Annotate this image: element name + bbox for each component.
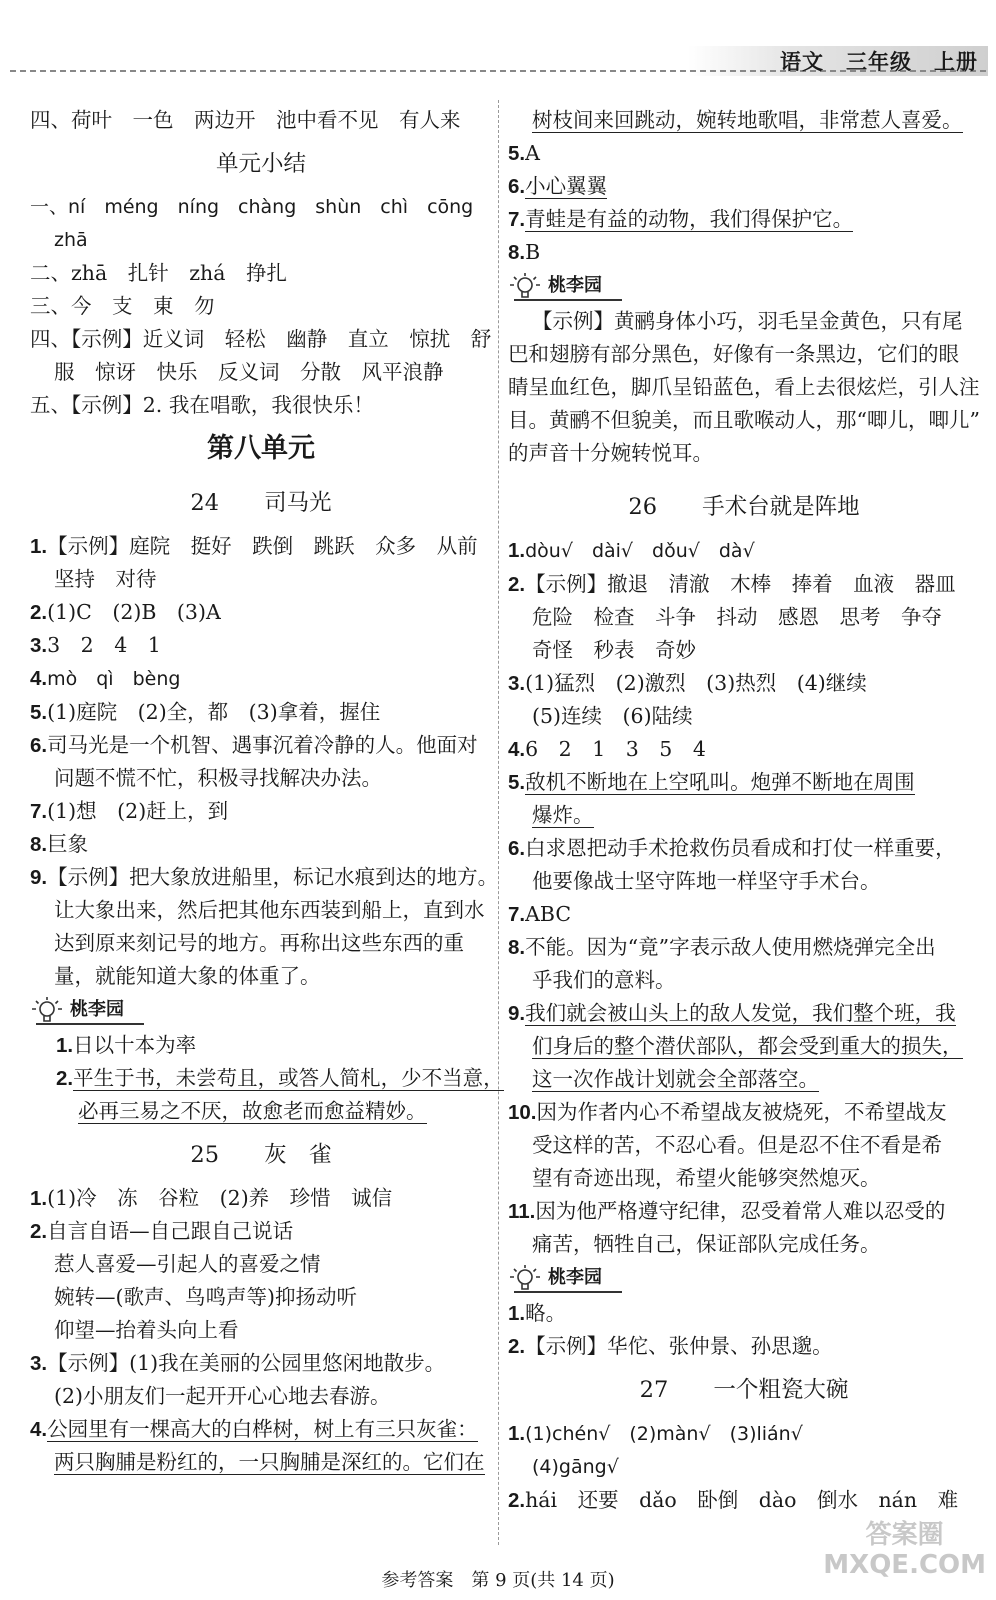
answer-line-pinyin: (4)gāng√ [532, 1456, 619, 1478]
item-number: 11. [508, 1200, 536, 1223]
item-text: B [525, 240, 541, 264]
lesson-number: 27 [639, 1377, 669, 1403]
answer-line: 乎我们的意料。 [532, 968, 676, 992]
taoliyuan-underline [514, 299, 622, 301]
item-text: 巨象 [47, 832, 89, 856]
answer-item [508, 1330, 980, 1363]
item-number: 7. [508, 208, 526, 231]
answer-line: 量，就能知道大象的体重了。 [54, 964, 321, 988]
answer-line-pinyin: 一、ní méng níng chàng shùn chì cōng [30, 196, 474, 218]
answer-line: 【示例】黄鹂身体小巧，羽毛呈金黄色，只有尾 [532, 309, 963, 333]
item-text: 小心翼翼 [525, 174, 608, 198]
item-text: 3 2 4 1 [47, 633, 161, 657]
item-number: 1. [30, 535, 48, 558]
item-text: 【示例】撤退 清澈 木棒 捧着 血液 器皿 [525, 572, 956, 596]
answer-item [30, 1029, 492, 1062]
taoliyuan-label: 桃李园 [548, 275, 602, 296]
header-title [758, 46, 978, 76]
item-number: 6. [508, 837, 526, 860]
answer-item [508, 1096, 980, 1129]
answer-item [508, 997, 980, 1030]
answer-item [508, 832, 980, 865]
item-number: 2. [30, 601, 48, 624]
answer-item [508, 170, 980, 203]
page-footer: 参考答案 第 9 页(共 14 页) [381, 1570, 615, 1591]
answer-item [30, 1062, 504, 1095]
item-text: ABC [525, 902, 572, 926]
taoliyuan-label: 桃李园 [548, 1267, 602, 1288]
answer-line: 目。黄鹂不但貌美，而且歌喉动人，那“唧儿，唧儿” [508, 408, 980, 432]
answer-item [508, 568, 980, 601]
item-text: dòu√ dài√ dǒu√ dà√ [525, 540, 755, 562]
answer-item [508, 1297, 980, 1330]
item-number: 2. [508, 573, 526, 596]
underlined-text: 爆炸。 [532, 803, 594, 827]
item-number: 5. [508, 771, 526, 794]
answer-line: (5)连续 (6)陆续 [532, 704, 693, 728]
answer-item [30, 1215, 492, 1248]
answer-item [508, 667, 980, 700]
right-column [508, 104, 980, 1517]
item-text: 司马光是一个机智、遇事沉着冷静的人。他面对 [47, 733, 478, 757]
item-text: (1)C (2)B (3)A [47, 600, 221, 624]
item-text: 略。 [525, 1301, 567, 1325]
answer-item [508, 1417, 980, 1451]
header-grade: 三年级 [846, 49, 912, 74]
answer-line [508, 104, 980, 137]
item-text: 【示例】庭院 挺好 跌倒 跳跃 众多 从前 [47, 534, 478, 558]
item-number: 9. [30, 866, 48, 889]
underlined-text: 必再三易之不厌，故愈老而愈益精妙。 [78, 1099, 427, 1123]
answer-line: 惹人喜爱—引起人的喜爱之情 [54, 1252, 321, 1276]
item-number: 9. [508, 1002, 526, 1025]
page-header [0, 0, 996, 80]
item-number: 1. [30, 1187, 48, 1210]
answer-line: 痛苦，牺牲自己，保证部队完成任务。 [532, 1232, 881, 1256]
item-text: 我们就会被山头上的敌人发觉，我们整个班，我 [525, 1001, 956, 1025]
item-number: 2. [56, 1067, 74, 1090]
lesson-title-27 [508, 1363, 980, 1417]
answer-item [508, 766, 980, 799]
unit-title: 第八单元 [207, 433, 315, 464]
answer-line: 仰望—抬着头向上看 [54, 1318, 239, 1342]
answer-item [508, 137, 980, 170]
answer-item [30, 629, 492, 662]
item-text: 6 2 1 3 5 4 [525, 737, 706, 761]
answer-item [30, 530, 492, 563]
item-number: 1. [508, 1302, 526, 1325]
item-text: (1)冷 冻 谷粒 (2)养 珍惜 诚信 [47, 1186, 393, 1210]
answer-line: 二、zhā 扎针 zhá 挣扎 [30, 261, 287, 285]
item-number: 6. [508, 175, 526, 198]
lesson-name: 司马光 [264, 490, 332, 516]
item-number: 4. [30, 667, 48, 690]
lesson-name: 一个粗瓷大碗 [713, 1377, 849, 1403]
answer-item [508, 931, 980, 964]
answer-item [508, 1195, 980, 1228]
taoliyuan-label: 桃李园 [70, 999, 124, 1020]
answer-line [508, 799, 980, 832]
answer-item [30, 596, 492, 629]
item-text: 【示例】华佗、张仲景、孙思邈。 [525, 1334, 833, 1358]
item-text: (1)chén√ (2)màn√ (3)lián√ [525, 1423, 803, 1445]
item-number: 1. [56, 1034, 74, 1057]
lesson-name: 手术台就是阵地 [702, 494, 860, 520]
item-text: mò qì bèng [47, 668, 181, 690]
answer-line: 问题不慌不忙，积极寻找解决办法。 [54, 766, 382, 790]
answer-item [508, 733, 980, 766]
item-text: 自言自语—自己跟自己说话 [47, 1219, 294, 1243]
left-column [30, 104, 504, 1479]
taoliyuan-header [508, 269, 980, 305]
answer-item [508, 236, 980, 269]
answer-item [30, 1413, 492, 1446]
underlined-text: 们身后的整个潜伏部队，都会受到重大的损失， [532, 1034, 963, 1058]
answer-line [30, 1095, 492, 1128]
answer-line: 危险 检查 斗争 抖动 感恩 思考 争夺 [532, 605, 942, 629]
answer-line: 五、【示例】2. 我在唱歌，我很快乐！ [30, 393, 374, 417]
lesson-title-26 [508, 480, 980, 534]
answer-item [30, 662, 492, 696]
item-text: 日以十本为率 [73, 1033, 197, 1057]
item-text: 【示例】(1)我在美丽的公园里悠闲地散步。 [47, 1351, 446, 1375]
taoliyuan-underline [36, 1023, 144, 1025]
item-number: 8. [508, 241, 526, 264]
item-number: 4. [30, 1418, 48, 1441]
answer-line: 坚持 对待 [54, 567, 157, 591]
answer-item [30, 1347, 492, 1380]
answer-item [30, 828, 492, 861]
header-volume: 上册 [934, 49, 978, 74]
item-number: 1. [508, 1422, 526, 1445]
taoliyuan-underline [514, 1291, 622, 1293]
item-text: 因为他严格遵守纪律，忍受着常人难以忍受的 [535, 1199, 946, 1223]
answer-line [30, 1446, 492, 1479]
item-text: 不能。因为“竟”字表示敌人使用燃烧弹完全出 [525, 935, 936, 959]
answer-line: 巴和翅膀有部分黑色，好像有一条黑边，它们的眼 [508, 342, 959, 366]
item-number: 3. [30, 634, 48, 657]
item-number: 1. [508, 539, 526, 562]
answer-item [30, 696, 492, 729]
answer-line: 的声音十分婉转悦耳。 [508, 441, 713, 465]
item-number: 2. [508, 1489, 526, 1512]
answer-line: 受这样的苦，不忍心看。但是忍不住不看是希 [532, 1133, 942, 1157]
answer-item [30, 1182, 492, 1215]
item-text: 白求恩把动手术抢救伤员看成和打仗一样重要， [525, 836, 956, 860]
lesson-title-24 [30, 476, 492, 530]
answer-line: 他要像战士坚守阵地一样坚守手术台。 [532, 869, 881, 893]
answer-line: 望有奇迹出现，希望火能够突然熄灭。 [532, 1166, 881, 1190]
item-text: 【示例】把大象放进船里，标记水痕到达的地方。 [47, 865, 499, 889]
answer-item [30, 729, 492, 762]
item-text: 敌机不断地在上空吼叫。炮弹不断地在周围 [525, 770, 915, 794]
item-number: 3. [508, 672, 526, 695]
item-text: 平生于书，未尝苟且，或答人简札，少不当意， [73, 1066, 504, 1090]
item-text: (1)猛烈 (2)激烈 (3)热烈 (4)继续 [525, 671, 867, 695]
item-number: 7. [508, 903, 526, 926]
answer-line: 三、今 支 東 勿 [30, 294, 215, 318]
underlined-text: 两只胸脯是粉红的，一只胸脯是深红的。它们在 [54, 1450, 485, 1474]
lesson-title-25 [30, 1128, 492, 1182]
watermark-text-bottom: MXQE.COM [823, 1550, 986, 1580]
item-number: 7. [30, 800, 48, 823]
section-title-unit-summary: 单元小结 [215, 151, 306, 177]
answer-line: (2)小朋友们一起开开心心地去春游。 [54, 1384, 391, 1408]
item-number: 8. [30, 833, 48, 856]
answer-line [508, 1063, 980, 1096]
watermark-text-top: 答案圈 [865, 1520, 944, 1550]
answer-line: 奇怪 秒表 奇妙 [532, 638, 696, 662]
lesson-name: 灰 雀 [264, 1142, 332, 1168]
taoliyuan-header [508, 1261, 980, 1297]
column-divider [498, 100, 499, 1545]
item-number: 10. [508, 1101, 537, 1124]
item-number: 8. [508, 936, 526, 959]
item-number: 4. [508, 738, 526, 761]
answer-line: 让大象出来，然后把其他东西装到船上，直到水 [54, 898, 485, 922]
answer-item [30, 795, 492, 828]
item-text: A [525, 141, 540, 165]
answer-line: 达到原来刻记号的地方。再称出这些东西的重 [54, 931, 464, 955]
header-subject: 语文 [780, 49, 824, 74]
lesson-number: 24 [190, 490, 220, 516]
item-text: 青蛙是有益的动物，我们得保护它。 [525, 207, 854, 231]
answer-line: 四、荷叶 一色 两边开 池中看不见 有人来 [30, 108, 461, 132]
answer-line: 婉转—(歌声、鸟鸣声等)抑扬动听 [54, 1285, 357, 1309]
item-number: 5. [30, 701, 48, 724]
item-text: 公园里有一棵高大的白桦树，树上有三只灰雀： [47, 1417, 478, 1441]
answer-item [30, 861, 499, 894]
lesson-number: 26 [628, 494, 658, 520]
answer-item [508, 534, 980, 568]
answer-item [508, 898, 980, 931]
taoliyuan-header [30, 993, 492, 1029]
answer-line-pinyin: zhā [54, 229, 88, 251]
answer-line: 服 惊讶 快乐 反义词 分散 风平浪静 [54, 360, 444, 384]
underlined-text: 树枝间来回跳动，婉转地歌唱，非常惹人喜爱。 [532, 108, 963, 132]
answer-item [508, 1484, 980, 1517]
item-text: 因为作者内心不希望战友被烧死，不希望战友 [536, 1100, 947, 1124]
item-text: (1)想 (2)赶上，到 [47, 799, 229, 823]
item-number: 6. [30, 734, 48, 757]
answer-line [508, 1030, 980, 1063]
item-number: 5. [508, 142, 526, 165]
underlined-text: 这一次作战计划就会全部落空。 [532, 1067, 819, 1091]
answer-item [508, 203, 980, 236]
lesson-number: 25 [190, 1142, 220, 1168]
item-number: 2. [508, 1335, 526, 1358]
item-text: (1)庭院 (2)全，都 (3)拿着，握住 [47, 700, 381, 724]
answer-line: 四、【示例】近义词 轻松 幽静 直立 惊扰 舒 [30, 327, 492, 351]
answer-line: 睛呈血红色，脚爪呈铅蓝色，看上去很炫烂，引人注 [508, 375, 980, 399]
item-number: 3. [30, 1352, 48, 1375]
item-number: 2. [30, 1220, 48, 1243]
item-text: hái 还要 dǎo 卧倒 dào 倒水 nán 难 [525, 1488, 959, 1512]
